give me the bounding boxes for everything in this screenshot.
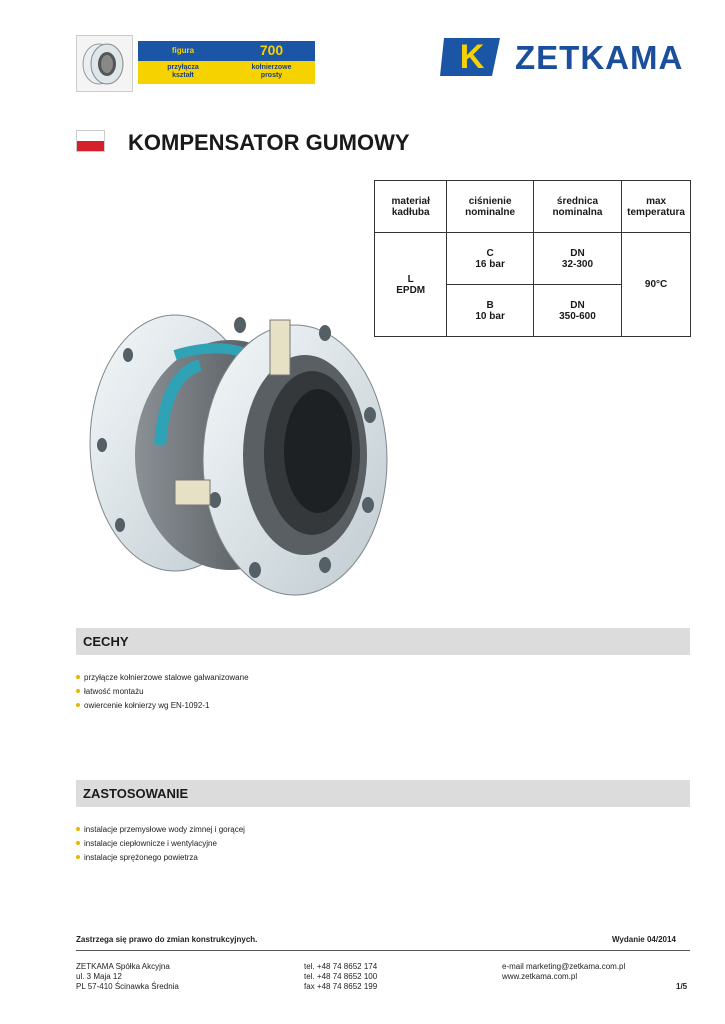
- bullet-icon: [76, 689, 80, 693]
- dn-value: 350-600: [559, 310, 596, 322]
- company-contact: [502, 962, 625, 982]
- applications-section-header: [76, 780, 690, 807]
- list-item-text: owiercenie kołnierzy wg EN-1092-1: [84, 701, 210, 710]
- bullet-icon: [76, 675, 80, 679]
- pressure-value: 10 bar: [475, 310, 505, 322]
- edition-label: Wydanie 04/2014: [612, 935, 676, 944]
- dn-value: 32-300: [561, 258, 594, 270]
- pressure-class: C: [486, 247, 494, 259]
- list-item-text: instalacje sprężonego powietrza: [84, 853, 198, 862]
- list-item: [76, 687, 249, 701]
- applications-list: [76, 825, 245, 867]
- header-pressure: ciśnienie nominalne: [447, 181, 533, 233]
- features-title: CECHY: [83, 634, 129, 649]
- header-diameter: średnica nominalna: [533, 181, 621, 233]
- pressure-value: 16 bar: [475, 258, 505, 270]
- material-name: EPDM: [396, 284, 426, 296]
- material-code: L: [407, 273, 414, 285]
- pressure-cell: [447, 233, 533, 285]
- header-material: materiał kadłuba: [375, 181, 447, 233]
- bullet-icon: [76, 703, 80, 707]
- phone-2: tel. +48 74 8652 100: [304, 972, 378, 981]
- page-number: 1/5: [676, 982, 688, 991]
- shape-value: prosty: [260, 72, 283, 79]
- connection-label: przyłącza: [167, 64, 199, 71]
- phone-1: tel. +48 74 8652 174: [304, 962, 378, 971]
- website-link[interactable]: www.zetkama.com.pl: [502, 972, 578, 981]
- list-item-text: przyłącze kołnierzowe stalowe galwanizowane: [84, 673, 249, 682]
- figure-box: [138, 41, 315, 84]
- figure-label: figura: [171, 46, 195, 55]
- spec-table: [374, 180, 691, 337]
- bullet-icon: [76, 841, 80, 845]
- list-item-text: łatwość montażu: [84, 687, 144, 696]
- polish-flag-icon: [76, 130, 105, 152]
- disclaimer-note: Zastrzega się prawo do zmian konstrukcyjnych.: [76, 935, 258, 944]
- footer-divider: [76, 950, 690, 951]
- shape-label: kształt: [172, 72, 194, 79]
- diameter-cell: [533, 233, 621, 285]
- company-street: ul. 3 Maja 12: [76, 972, 122, 981]
- bullet-icon: [76, 855, 80, 859]
- list-item: [76, 853, 245, 867]
- product-illustration: [80, 295, 400, 610]
- fax: fax +48 74 8652 199: [304, 982, 378, 991]
- list-item-text: instalacje przemysłowe wody zimnej i gorącej: [84, 825, 245, 834]
- features-section-header: [76, 628, 690, 655]
- company-city: PL 57-410 Ścinawka Średnia: [76, 982, 179, 991]
- list-item: [76, 701, 249, 715]
- pressure-class: B: [486, 299, 494, 311]
- company-phones: [304, 962, 377, 992]
- figure-number: 700: [259, 42, 284, 58]
- features-list: [76, 673, 249, 715]
- page-title: KOMPENSATOR GUMOWY: [128, 130, 410, 155]
- list-item: [76, 825, 245, 839]
- bullet-icon: [76, 827, 80, 831]
- email-link[interactable]: e-mail marketing@zetkama.com.pl: [502, 962, 626, 971]
- connection-value: kołnierzowe: [251, 64, 292, 71]
- logo-text: ZETKAMA: [515, 39, 684, 76]
- dn-label: DN: [570, 247, 585, 259]
- pressure-cell: [447, 285, 533, 337]
- list-item-text: instalacje ciepłownicze i wentylacyjne: [84, 839, 217, 848]
- product-thumbnail: [76, 35, 133, 92]
- dn-label: DN: [570, 299, 585, 311]
- applications-title: ZASTOSOWANIE: [83, 786, 189, 801]
- header-temperature: max temperatura: [622, 181, 691, 233]
- temperature-cell: 90°C: [622, 233, 691, 337]
- list-item: [76, 839, 245, 853]
- logo-letter: K: [459, 38, 485, 76]
- company-name: ZETKAMA Spółka Akcyjna: [76, 962, 170, 971]
- diameter-cell: [533, 285, 621, 337]
- company-address: [76, 962, 179, 992]
- zetkama-logo: [440, 32, 690, 82]
- list-item: [76, 673, 249, 687]
